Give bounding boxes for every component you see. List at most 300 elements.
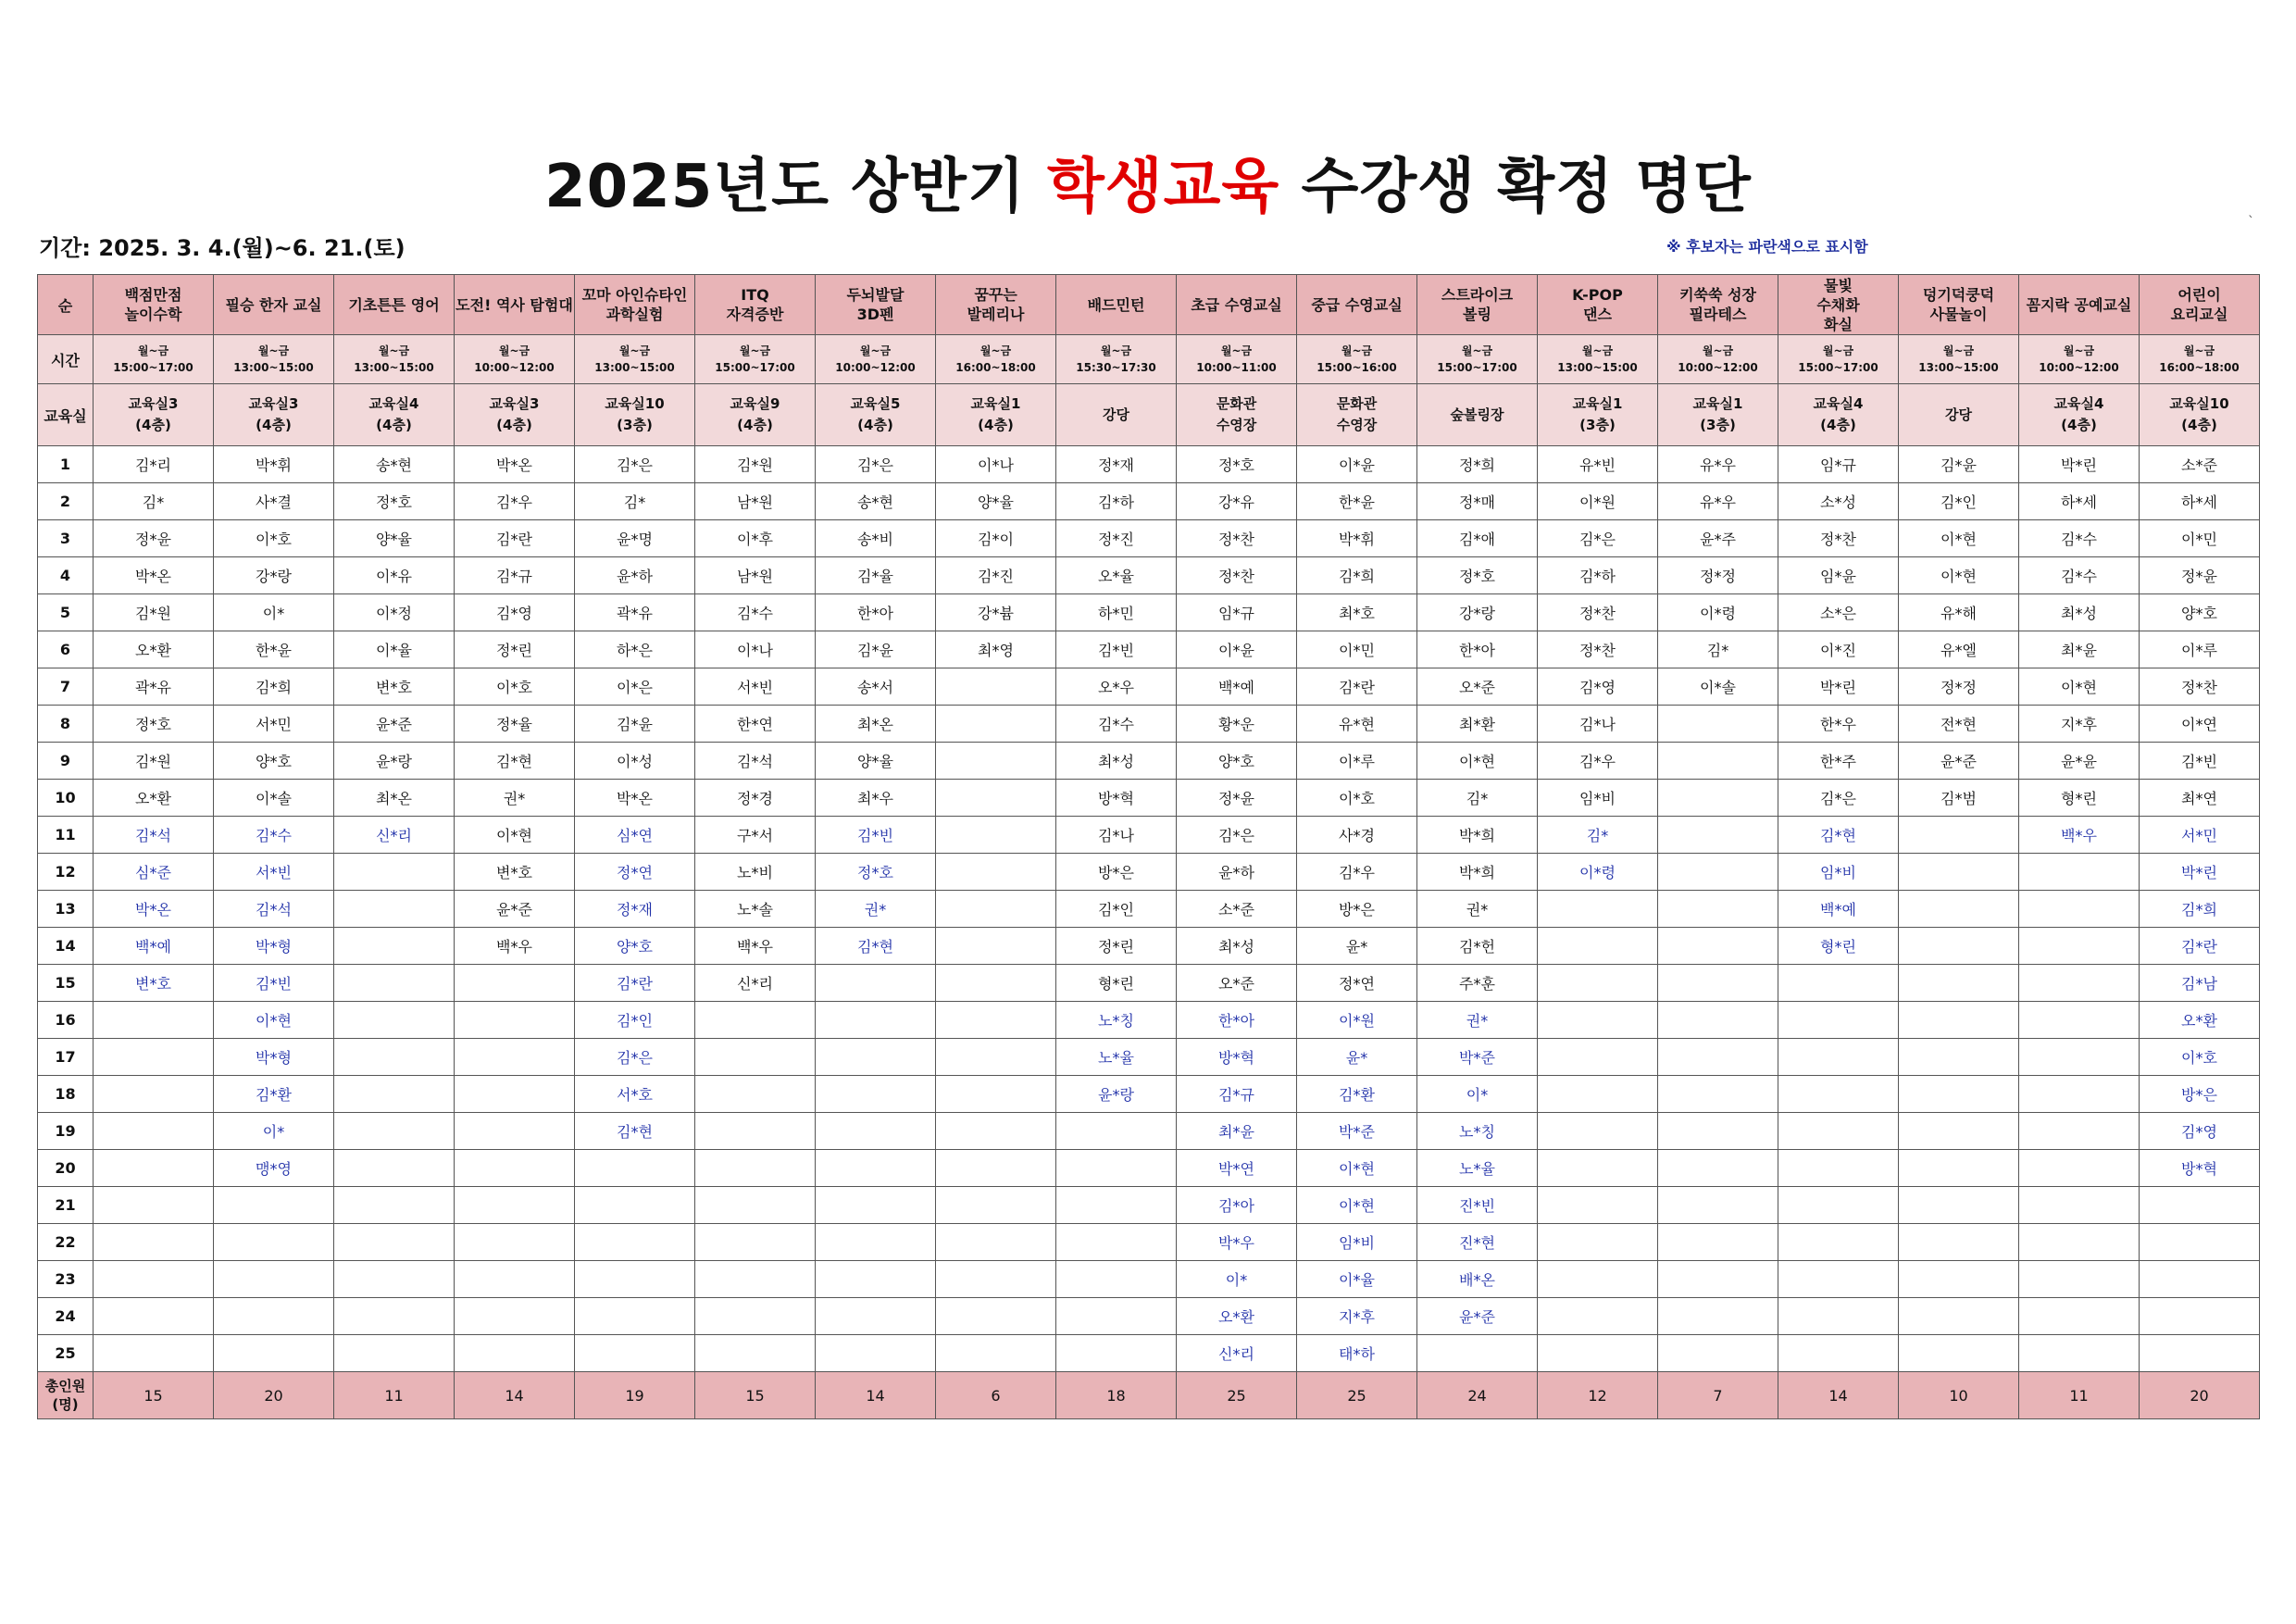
student-cell: 양*율 (816, 743, 936, 780)
student-cell (1056, 1224, 1177, 1261)
student-cell (1778, 1076, 1899, 1113)
student-cell: 윤*준 (334, 706, 455, 743)
student-cell: 최*연 (2140, 780, 2260, 817)
row-number: 15 (38, 965, 94, 1002)
room-row-cell: 교육실3 (4층) (455, 384, 575, 446)
student-cell: 김*빈 (214, 965, 334, 1002)
student-cell: 박*휘 (1297, 520, 1417, 557)
course-name-row-cell: K-POP 댄스 (1538, 275, 1658, 335)
student-cell (94, 1187, 214, 1224)
student-cell (575, 1224, 695, 1261)
student-cell: 이*율 (1297, 1261, 1417, 1298)
student-cell (1056, 1113, 1177, 1150)
course-name-row (38, 275, 2260, 335)
student-cell (936, 854, 1056, 891)
student-cell (1658, 1113, 1778, 1150)
student-cell: 오*환 (2140, 1002, 2260, 1039)
student-cell: 윤*준 (455, 891, 575, 928)
student-cell (1899, 1261, 2019, 1298)
student-cell: 송*비 (816, 520, 936, 557)
student-cell: 노*칭 (1056, 1002, 1177, 1039)
student-cell: 정*찬 (1177, 520, 1297, 557)
course-name-row-cell: 초급 수영교실 (1177, 275, 1297, 335)
student-cell: 김*은 (1177, 817, 1297, 854)
time-row (38, 335, 2260, 384)
student-cell (2019, 965, 2140, 1002)
total-cell: 6 (936, 1372, 1056, 1419)
table-row (38, 1150, 2260, 1187)
student-cell: 한*윤 (214, 631, 334, 668)
student-cell (2019, 928, 2140, 965)
table-row (38, 557, 2260, 594)
student-cell: 정*경 (695, 780, 816, 817)
student-cell: 김*하 (1056, 483, 1177, 520)
student-cell: 김*현 (455, 743, 575, 780)
time-row-cell: 월~금 10:00~12:00 (2019, 335, 2140, 384)
student-cell (1658, 1076, 1778, 1113)
student-cell: 한*아 (1177, 1002, 1297, 1039)
table-row (38, 1298, 2260, 1335)
student-cell: 이*현 (2019, 668, 2140, 706)
student-cell: 하*세 (2019, 483, 2140, 520)
student-cell: 태*하 (1297, 1335, 1417, 1372)
student-cell (695, 1261, 816, 1298)
student-cell: 최*성 (1056, 743, 1177, 780)
student-cell (1538, 928, 1658, 965)
student-cell: 정*윤 (94, 520, 214, 557)
student-cell (2019, 1224, 2140, 1261)
student-cell: 노*비 (695, 854, 816, 891)
table-row (38, 891, 2260, 928)
room-row-cell: 교육실1 (3층) (1658, 384, 1778, 446)
student-cell: 김*규 (455, 557, 575, 594)
student-cell: 소*성 (1778, 483, 1899, 520)
student-cell: 김*수 (695, 594, 816, 631)
student-cell (1778, 1113, 1899, 1150)
table-row (38, 631, 2260, 668)
student-cell: 박*린 (2140, 854, 2260, 891)
table-row (38, 706, 2260, 743)
student-cell: 박*온 (455, 446, 575, 483)
student-cell: 강*랑 (214, 557, 334, 594)
student-cell: 정*진 (1056, 520, 1177, 557)
student-cell: 진*현 (1417, 1224, 1538, 1261)
student-cell: 형*린 (1056, 965, 1177, 1002)
student-cell (334, 854, 455, 891)
course-name-row-cell: 키쑥쑥 성장 필라테스 (1658, 275, 1778, 335)
row-number: 7 (38, 668, 94, 706)
student-cell (816, 1002, 936, 1039)
row-number: 10 (38, 780, 94, 817)
student-cell: 방*혁 (1056, 780, 1177, 817)
student-cell: 정*린 (1056, 928, 1177, 965)
student-cell (1658, 780, 1778, 817)
student-cell: 정*찬 (2140, 668, 2260, 706)
student-cell: 오*율 (1056, 557, 1177, 594)
student-cell (1538, 1076, 1658, 1113)
student-cell (214, 1224, 334, 1261)
student-cell: 김*석 (94, 817, 214, 854)
student-cell: 양*호 (1177, 743, 1297, 780)
student-cell: 한*연 (695, 706, 816, 743)
student-cell: 김*희 (214, 668, 334, 706)
student-cell (2019, 1113, 2140, 1150)
student-cell: 김*은 (816, 446, 936, 483)
student-cell: 변*호 (334, 668, 455, 706)
student-cell: 이*성 (575, 743, 695, 780)
student-cell (2019, 1335, 2140, 1372)
student-cell: 김*영 (1538, 668, 1658, 706)
student-cell: 박*온 (575, 780, 695, 817)
student-cell (334, 1002, 455, 1039)
student-cell (695, 1002, 816, 1039)
student-cell: 김*윤 (816, 631, 936, 668)
time-row-cell: 월~금 16:00~18:00 (2140, 335, 2260, 384)
student-cell: 윤*하 (575, 557, 695, 594)
student-cell: 노*율 (1056, 1039, 1177, 1076)
student-cell: 김*윤 (1899, 446, 2019, 483)
student-cell: 윤*준 (1899, 743, 2019, 780)
student-cell (2019, 1261, 2140, 1298)
student-cell (1899, 1335, 2019, 1372)
course-name-row-cell: 두뇌발달 3D펜 (816, 275, 936, 335)
student-cell: 이*정 (334, 594, 455, 631)
student-cell (94, 1039, 214, 1076)
student-cell: 이*진 (1778, 631, 1899, 668)
student-cell: 최*성 (2019, 594, 2140, 631)
row-number: 18 (38, 1076, 94, 1113)
student-cell (816, 1187, 936, 1224)
student-cell (1538, 1039, 1658, 1076)
student-cell: 이*나 (936, 446, 1056, 483)
student-cell: 정*린 (455, 631, 575, 668)
row-number: 11 (38, 817, 94, 854)
student-cell: 김*빈 (816, 817, 936, 854)
student-cell: 노*율 (1417, 1150, 1538, 1187)
student-cell (455, 965, 575, 1002)
student-cell (936, 743, 1056, 780)
student-cell (455, 1076, 575, 1113)
student-cell (1658, 1187, 1778, 1224)
course-name-row-cell: 필승 한자 교실 (214, 275, 334, 335)
student-cell (1658, 1298, 1778, 1335)
student-cell (816, 1224, 936, 1261)
student-cell: 소*준 (1177, 891, 1297, 928)
row-number: 23 (38, 1261, 94, 1298)
student-cell (1658, 1002, 1778, 1039)
student-cell: 한*우 (1778, 706, 1899, 743)
time-row-cell: 월~금 10:00~12:00 (816, 335, 936, 384)
student-cell: 정*윤 (1177, 780, 1297, 817)
student-cell: 방*은 (1297, 891, 1417, 928)
student-cell: 권* (455, 780, 575, 817)
student-cell (1658, 817, 1778, 854)
student-cell: 맹*영 (214, 1150, 334, 1187)
course-name-row-label: 순 (38, 275, 94, 335)
student-cell: 김*수 (1056, 706, 1177, 743)
table-row (38, 483, 2260, 520)
student-cell: 박*연 (1177, 1150, 1297, 1187)
table-row (38, 1113, 2260, 1150)
time-row-cell: 월~금 16:00~18:00 (936, 335, 1056, 384)
student-cell: 이*윤 (1297, 446, 1417, 483)
student-cell (2019, 1298, 2140, 1335)
student-cell (936, 780, 1056, 817)
student-cell: 정*호 (1417, 557, 1538, 594)
room-row-cell: 교육실10 (3층) (575, 384, 695, 446)
student-cell: 최*윤 (2019, 631, 2140, 668)
student-cell (334, 1076, 455, 1113)
student-cell (1899, 854, 2019, 891)
student-cell (695, 1335, 816, 1372)
student-cell: 정*희 (1417, 446, 1538, 483)
period-label: 기간: 2025. 3. 4.(월)~6. 21.(토) (39, 235, 406, 261)
student-cell (94, 1113, 214, 1150)
student-cell (575, 1187, 695, 1224)
student-cell (575, 1261, 695, 1298)
student-cell: 윤*랑 (1056, 1076, 1177, 1113)
student-cell (695, 1298, 816, 1335)
student-cell: 양*호 (575, 928, 695, 965)
student-cell (695, 1187, 816, 1224)
student-cell: 김*현 (1778, 817, 1899, 854)
row-number: 21 (38, 1187, 94, 1224)
student-cell (1899, 1113, 2019, 1150)
student-cell (455, 1187, 575, 1224)
room-row-cell: 교육실5 (4층) (816, 384, 936, 446)
student-cell: 서*호 (575, 1076, 695, 1113)
student-cell (816, 1261, 936, 1298)
student-cell (936, 1261, 1056, 1298)
student-cell: 김* (575, 483, 695, 520)
time-row-cell: 월~금 15:00~17:00 (94, 335, 214, 384)
student-cell (1778, 965, 1899, 1002)
student-cell: 형*린 (2019, 780, 2140, 817)
table-row (38, 1335, 2260, 1372)
student-cell: 김*은 (575, 1039, 695, 1076)
student-cell (214, 1298, 334, 1335)
room-row (38, 384, 2260, 446)
student-cell (1899, 1039, 2019, 1076)
student-cell: 강*랑 (1417, 594, 1538, 631)
student-cell: 임*비 (1778, 854, 1899, 891)
room-row-cell: 교육실4 (4층) (334, 384, 455, 446)
student-cell (1899, 928, 2019, 965)
student-cell: 사*결 (214, 483, 334, 520)
student-cell: 신*리 (1177, 1335, 1297, 1372)
student-cell (936, 928, 1056, 965)
student-cell: 서*민 (2140, 817, 2260, 854)
course-name-row-cell: 스트라이크 볼링 (1417, 275, 1538, 335)
total-cell: 19 (575, 1372, 695, 1419)
student-cell: 정*정 (1899, 668, 2019, 706)
student-cell (1538, 1150, 1658, 1187)
student-cell: 김*원 (94, 594, 214, 631)
student-cell (1899, 965, 2019, 1002)
student-cell (1658, 706, 1778, 743)
student-cell (936, 1076, 1056, 1113)
student-cell (1538, 1113, 1658, 1150)
student-cell: 서*빈 (695, 668, 816, 706)
student-cell (94, 1002, 214, 1039)
student-cell: 유*빈 (1538, 446, 1658, 483)
student-cell: 배*온 (1417, 1261, 1538, 1298)
student-cell: 백*예 (94, 928, 214, 965)
total-cell: 18 (1056, 1372, 1177, 1419)
student-cell (1778, 1002, 1899, 1039)
row-number: 9 (38, 743, 94, 780)
student-cell (94, 1224, 214, 1261)
student-cell (334, 1335, 455, 1372)
student-cell: 정*찬 (1177, 557, 1297, 594)
page-title (0, 139, 2296, 224)
student-cell: 오*환 (94, 780, 214, 817)
student-cell (1658, 891, 1778, 928)
row-number: 20 (38, 1150, 94, 1187)
student-cell (1778, 1335, 1899, 1372)
student-cell: 박*린 (2019, 446, 2140, 483)
student-cell: 정*재 (575, 891, 695, 928)
course-name-row-cell: 백점만점 놀이수학 (94, 275, 214, 335)
student-cell: 김* (94, 483, 214, 520)
row-number: 8 (38, 706, 94, 743)
student-cell (2019, 1076, 2140, 1113)
row-number: 14 (38, 928, 94, 965)
student-cell: 김*란 (1297, 668, 1417, 706)
student-cell: 노*칭 (1417, 1113, 1538, 1150)
course-name-row-cell: 기초튼튼 영어 (334, 275, 455, 335)
student-cell (2140, 1187, 2260, 1224)
student-cell: 송*현 (334, 446, 455, 483)
student-cell: 구*서 (695, 817, 816, 854)
student-cell (816, 1335, 936, 1372)
student-cell: 박*형 (214, 928, 334, 965)
table-row (38, 965, 2260, 1002)
student-cell (1538, 1224, 1658, 1261)
course-name-row-cell: 꿈꾸는 발레리나 (936, 275, 1056, 335)
student-cell (1899, 1076, 2019, 1113)
room-row-cell: 강당 (1056, 384, 1177, 446)
total-cell: 14 (1778, 1372, 1899, 1419)
student-cell: 권* (1417, 891, 1538, 928)
student-cell (936, 965, 1056, 1002)
student-cell (1658, 854, 1778, 891)
student-cell: 임*비 (1297, 1224, 1417, 1261)
table-row (38, 817, 2260, 854)
student-cell (455, 1335, 575, 1372)
table-row (38, 1224, 2260, 1261)
room-row-cell: 교육실3 (4층) (94, 384, 214, 446)
time-row-cell: 월~금 15:00~17:00 (1778, 335, 1899, 384)
student-cell (2019, 854, 2140, 891)
student-cell: 김*규 (1177, 1076, 1297, 1113)
student-cell: 김*우 (1297, 854, 1417, 891)
student-cell: 이*호 (1297, 780, 1417, 817)
student-cell (455, 1039, 575, 1076)
student-cell: 김*아 (1177, 1187, 1297, 1224)
table-row (38, 594, 2260, 631)
student-cell (1056, 1187, 1177, 1224)
student-cell (214, 1187, 334, 1224)
student-cell: 최*온 (334, 780, 455, 817)
total-label: 총인원 (명) (38, 1372, 94, 1419)
student-cell (455, 1113, 575, 1150)
student-cell: 이*연 (2140, 706, 2260, 743)
student-cell: 정*찬 (1778, 520, 1899, 557)
student-cell: 변*호 (94, 965, 214, 1002)
student-cell: 김*은 (575, 446, 695, 483)
student-cell: 이*은 (575, 668, 695, 706)
student-cell: 윤* (1297, 1039, 1417, 1076)
student-cell: 방*혁 (1177, 1039, 1297, 1076)
course-name-row-cell: 꼬마 아인슈타인 과학실험 (575, 275, 695, 335)
student-cell: 최*환 (1417, 706, 1538, 743)
student-cell: 김*우 (455, 483, 575, 520)
total-cell: 11 (2019, 1372, 2140, 1419)
roster-table (37, 274, 2260, 1419)
student-cell: 이*호 (455, 668, 575, 706)
student-cell: 박*우 (1177, 1224, 1297, 1261)
student-cell (1778, 1150, 1899, 1187)
student-cell (1538, 891, 1658, 928)
student-cell: 김*리 (94, 446, 214, 483)
student-cell (1538, 1002, 1658, 1039)
student-cell: 정*윤 (2140, 557, 2260, 594)
student-cell: 노*솔 (695, 891, 816, 928)
student-cell: 하*세 (2140, 483, 2260, 520)
total-cell: 14 (816, 1372, 936, 1419)
student-cell (455, 1261, 575, 1298)
student-cell: 박*준 (1417, 1039, 1538, 1076)
student-cell (334, 1224, 455, 1261)
student-cell: 양*율 (936, 483, 1056, 520)
student-cell: 김*란 (2140, 928, 2260, 965)
student-cell: 이*호 (2140, 1039, 2260, 1076)
row-number: 24 (38, 1298, 94, 1335)
table-row (38, 446, 2260, 483)
student-cell: 오*준 (1177, 965, 1297, 1002)
course-name-row-cell: 덩기덕쿵덕 사물놀이 (1899, 275, 2019, 335)
student-cell: 이*현 (1899, 557, 2019, 594)
student-cell: 김*헌 (1417, 928, 1538, 965)
student-cell: 송*현 (816, 483, 936, 520)
student-cell: 최*성 (1177, 928, 1297, 965)
student-cell (575, 1150, 695, 1187)
student-cell (94, 1335, 214, 1372)
student-cell: 정*호 (334, 483, 455, 520)
total-cell: 15 (695, 1372, 816, 1419)
student-cell (936, 891, 1056, 928)
student-cell: 유*우 (1658, 446, 1778, 483)
student-cell: 김*영 (455, 594, 575, 631)
student-cell (1538, 1187, 1658, 1224)
student-cell (816, 1298, 936, 1335)
table-row (38, 668, 2260, 706)
student-cell: 김*환 (214, 1076, 334, 1113)
student-cell (1899, 1298, 2019, 1335)
student-cell (1899, 817, 2019, 854)
student-cell (695, 1076, 816, 1113)
student-cell: 정*호 (1177, 446, 1297, 483)
row-number: 3 (38, 520, 94, 557)
student-cell: 김*진 (936, 557, 1056, 594)
student-cell: 곽*유 (575, 594, 695, 631)
student-cell: 지*후 (1297, 1298, 1417, 1335)
student-cell (936, 1224, 1056, 1261)
student-cell: 이*후 (695, 520, 816, 557)
student-cell: 양*호 (214, 743, 334, 780)
student-cell: 유*엘 (1899, 631, 2019, 668)
